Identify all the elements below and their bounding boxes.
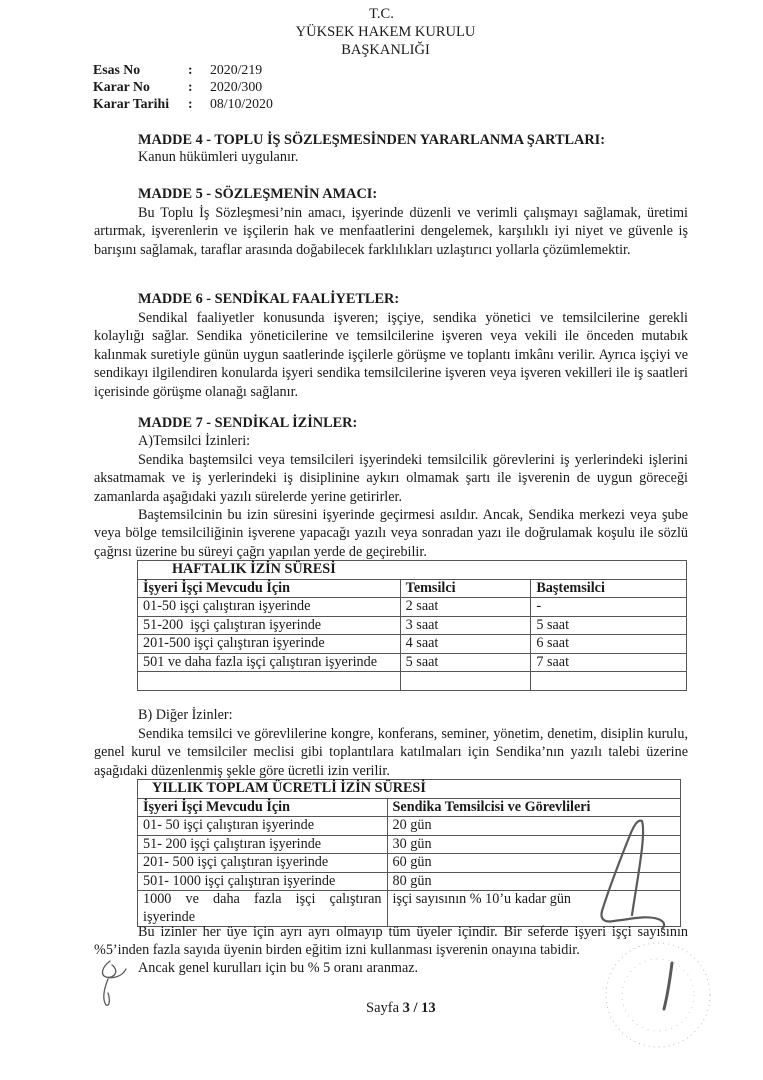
table-title: YILLIK TOPLAM ÜCRETLİ İZİN SÜRESİ bbox=[138, 780, 681, 799]
table-cell bbox=[531, 672, 687, 691]
table-cell: 3 saat bbox=[400, 616, 531, 635]
header-tc: T.C. bbox=[369, 6, 394, 22]
meta-karar-no bbox=[93, 79, 262, 96]
table-cell: 501 ve daha fazla işçi çalıştıran işyerinde bbox=[138, 653, 401, 672]
table-cell bbox=[138, 672, 401, 691]
table-cell: 5 saat bbox=[400, 653, 531, 672]
header-institution: YÜKSEK HAKEM KURULU bbox=[295, 24, 476, 40]
madde-7-para-a1: Sendika baştemsilci veya temsilcileri işyerindeki temsilcilik görevlerini iş yerlerindeki işlerini aksatmamak ve iş yerlerindeki iş disiplinine aykırı olmamak şartı ile işverenin de uygun göreceği zamanlarda aşağıdaki yazılı sürelerde yerine getirirler. bbox=[94, 452, 688, 505]
signature-scribble-icon bbox=[580, 815, 700, 935]
table-cell: 201- 500 işçi çalıştıran işyerinde bbox=[138, 854, 388, 873]
table-cell: 5 saat bbox=[531, 616, 687, 635]
table-cell: 30 gün bbox=[387, 835, 680, 854]
table-header-row bbox=[138, 579, 687, 598]
meta-label: Esas No bbox=[93, 62, 141, 77]
madde-5-text: Bu Toplu İş Sözleşmesi’nin amacı, işyerinde düzenli ve verimli çalışmayı sağlamak, üretimi artırmak, işverenlerin ve işçilerin hak ve menfaatlerini dengelemek, karşılıklı iyi niyet ve güvenle iş barışını sağlamak, taraflar arasında doğabilecek farklılıkları uzlaştırıcı yollarla çözümlemektir. bbox=[94, 205, 688, 258]
table-cell: 4 saat bbox=[400, 635, 531, 654]
madde-7-para-b1: Sendika temsilci ve görevlilerine kongre, konferans, seminer, yönetim, denetim, disiplin kurulu, genel kurul ve temsilciler meclisi gibi toplantılara katılmaları için Sendika’nın yazılı talebi üzerine aşağıdaki düzenlenmiş şekle göre ücretli izin verilir. bbox=[94, 726, 688, 779]
madde-5-title: MADDE 5 - SÖZLEŞMENİN AMACI: bbox=[138, 186, 378, 202]
table-cell: 51-200 işçi çalıştıran işyerinde bbox=[138, 616, 401, 635]
table-cell: 7 saat bbox=[531, 653, 687, 672]
table-cell: 20 gün bbox=[387, 817, 680, 836]
table-title-row bbox=[138, 780, 681, 799]
page-number bbox=[366, 1000, 436, 1017]
table-cell: 80 gün bbox=[387, 872, 680, 891]
table-cell: - bbox=[531, 598, 687, 617]
page-value: 3 / 13 bbox=[402, 1000, 436, 1016]
meta-colon: : bbox=[188, 62, 193, 77]
table-cell: 01-50 işçi çalıştıran işyerinde bbox=[138, 598, 401, 617]
column-header: İşyeri İşçi Mevcudu İçin bbox=[138, 579, 401, 598]
madde-7-sub-b: B) Diğer İzinler: bbox=[138, 707, 233, 723]
madde-4-title: MADDE 4 - TOPLU İŞ SÖZLEŞMESİNDEN YARARLANMA ŞARTLARI: bbox=[138, 132, 606, 148]
header-presidency: BAŞKANLIĞI bbox=[341, 42, 430, 58]
meta-value: 2020/219 bbox=[210, 62, 263, 77]
column-header: İşyeri İşçi Mevcudu İçin bbox=[138, 798, 388, 817]
table-row-empty bbox=[138, 672, 687, 691]
madde-6-title: MADDE 6 - SENDİKAL FAALİYETLER: bbox=[138, 291, 400, 307]
meta-value: 08/10/2020 bbox=[210, 96, 273, 111]
madde-7-title: MADDE 7 - SENDİKAL İZİNLER: bbox=[138, 415, 358, 431]
column-header: Temsilci bbox=[400, 579, 531, 598]
madde-7-para-a2: Baştemsilcinin bu izin süresini işyerinde geçirmesi asıldır. Ancak, Sendika merkezi veya şube veya bölge temsilciliğinin işverene yapacağı yazılı veya sonradan yazı ile doğrulamak koşulu ile sözlü çağrısı üzerine bu süreyi çağrı yapılan yerde de geçirebilir. bbox=[94, 507, 688, 560]
column-header: Baştemsilci bbox=[531, 579, 687, 598]
meta-label: Karar Tarihi bbox=[93, 96, 170, 111]
page-prefix: Sayfa bbox=[366, 1000, 403, 1016]
initials-signature-icon bbox=[96, 955, 136, 1015]
table-cell: 201-500 işçi çalıştıran işyerinde bbox=[138, 635, 401, 654]
table-row bbox=[138, 635, 687, 654]
table-cell: 1000 ve daha fazla işçi çalıştıran işyerinde bbox=[138, 891, 388, 927]
table-cell: işçi sayısının % 10’u kadar gün bbox=[387, 891, 680, 927]
meta-value: 2020/300 bbox=[210, 79, 263, 94]
table-title: HAFTALIK İZİN SÜRESİ bbox=[138, 561, 687, 580]
meta-esas-no bbox=[93, 62, 262, 79]
column-header: Sendika Temsilcisi ve Görevlileri bbox=[387, 798, 680, 817]
table-row bbox=[138, 616, 687, 635]
weekly-leave-table bbox=[137, 560, 687, 691]
table-cell: 51- 200 işçi çalıştıran işyerinde bbox=[138, 835, 388, 854]
meta-label: Karar No bbox=[93, 79, 150, 94]
table-row bbox=[138, 653, 687, 672]
meta-colon: : bbox=[188, 79, 193, 94]
madde-6-text: Sendikal faaliyetler konusunda işveren; işçiye, sendika yönetici ve temsilcilerine gerekli kolaylığı sağlar. Sendika yöneticilerine ve temsilcilerine işveren veya vekili ile önceden mutabık kalınmak suretiyle günün uygun saatlerinde işçilerle görüşme ve toplantı imkânı verilir. Ayrıca işçiyi ve sendikayı ilgilendiren konularda işyeri sendika temsilcilerine işveren veya işveren vekilleri ile iş saatleri içerisinde görüşme olanağı sağlanır. bbox=[94, 310, 688, 400]
stamp-seal-icon bbox=[598, 935, 718, 1055]
table-cell: 6 saat bbox=[531, 635, 687, 654]
meta-colon: : bbox=[188, 96, 193, 111]
table-cell: 2 saat bbox=[400, 598, 531, 617]
table-cell: 501- 1000 işçi çalıştıran işyerinde bbox=[138, 872, 388, 891]
table-row bbox=[138, 598, 687, 617]
table-header-row bbox=[138, 798, 681, 817]
madde-7-para-b2: Bu izinler her üye için ayrı ayrı olmayıp tüm üyeler içindir. Bir seferde işyeri işçi sayısının %5’inden fazla sayıda üyenin birden eğitim izni kullanması işverenin onayına tabidir. bbox=[94, 924, 688, 959]
madde-7-sub-a: A)Temsilci İzinleri: bbox=[138, 433, 251, 449]
table-cell bbox=[400, 672, 531, 691]
table-cell: 01- 50 işçi çalıştıran işyerinde bbox=[138, 817, 388, 836]
madde-7-para-b3: Ancak genel kurulları için bu % 5 oranı aranmaz. bbox=[138, 960, 419, 976]
table-cell: 60 gün bbox=[387, 854, 680, 873]
table-title-row bbox=[138, 561, 687, 580]
madde-4-text: Kanun hükümleri uygulanır. bbox=[138, 149, 299, 165]
meta-karar-tarihi bbox=[93, 96, 273, 113]
